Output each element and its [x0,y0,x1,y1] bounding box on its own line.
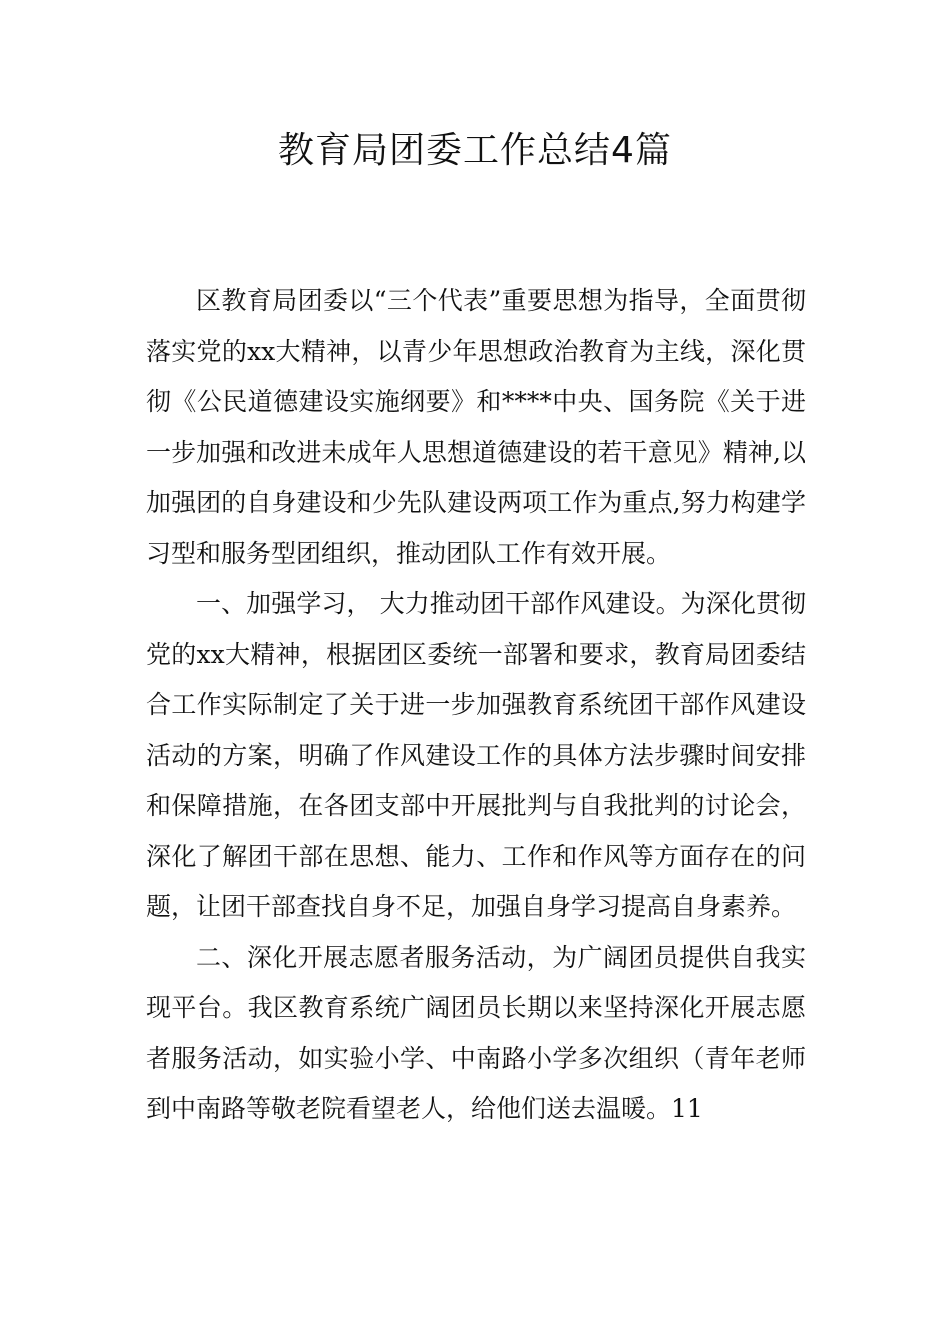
paragraph-section-1: 一、加强学习， 大力推动团干部作风建设。为深化贯彻党的xx大精神，根据团区委统一部署和要求，教育局团委结合工作实际制定了关于进一步加强教育系统团干部作风建设活动的方案，明确了作风建设工作的具体方法步骤时间安排和保障措施，在各团支部中开展批判与自我批判的讨论会，深化了解团干部在思想、能力、工作和作风等方面存在的问题，让团干部查找自身不足，加强自身学习提高自身素养。 [146,589,806,921]
paragraph-intro: 区教育局团委以“三个代表”重要思想为指导，全面贯彻落实党的xx大精神，以青少年思想政治教育为主线，深化贯彻《公民道德建设实施纲要》和****中央、国务院《关于进一步加强和改进未成年人思想道德建设的若干意见》精神,以加强团的自身建设和少先队建设两项工作为重点,努力构建学习型和服务型团组织，推动团队工作有效开展。 [146,286,806,568]
paragraph-section-2: 二、深化开展志愿者服务活动，为广阔团员提供自我实现平台。我区教育系统广阔团员长期以来坚持深化开展志愿者服务活动，如实验小学、中南路小学多次组织（青年老师到中南路等敬老院看望老人，给他们送去温暖。11 [146,942,806,1123]
document-title: 教育局团委工作总结4篇 [278,130,672,171]
document-body [146,276,806,1135]
